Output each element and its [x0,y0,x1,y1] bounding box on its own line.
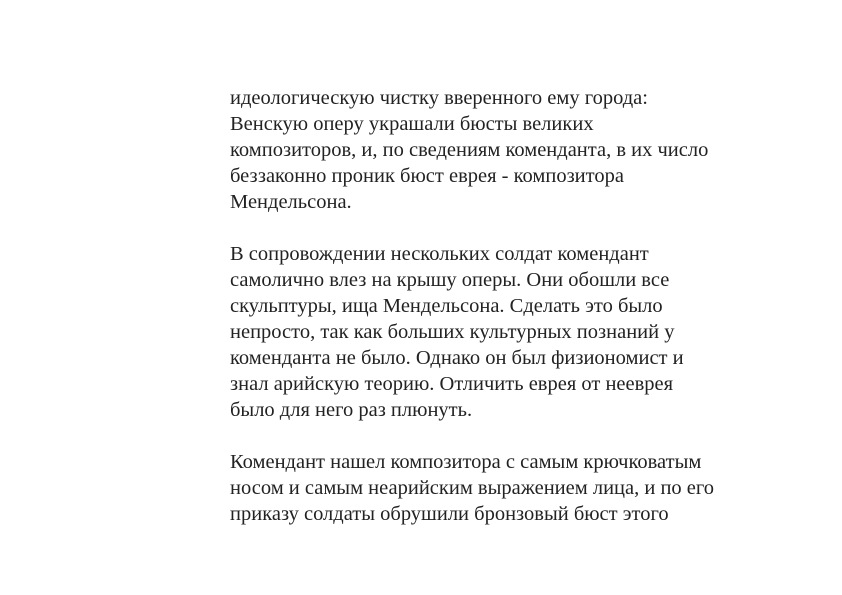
text-body [230,85,790,553]
paragraph-3 [230,449,790,527]
paragraph-2 [230,241,790,423]
text-line: Комендант нашел композитора с самым крючковатым [230,451,702,473]
text-line: самолично влез на крышу оперы. Они обошли все [230,269,670,291]
text-line: В сопровождении нескольких солдат комендант [230,243,649,265]
text-line: было для него раз плюнуть. [230,399,473,421]
text-line: приказу солдаты обрушили бронзовый бюст этого [230,503,669,525]
text-line: носом и самым неарийским выражением лица, и по его [230,477,715,499]
text-line: Мендельсона. [230,191,352,213]
text-line: непросто, так как больших культурных познаний у [230,321,675,343]
text-line: знал арийскую теорию. Отличить еврея от нееврея [230,373,674,395]
paragraph-1 [230,85,790,215]
text-line: идеологическую чистку вверенного ему города: [230,87,648,109]
text-line: беззаконно проник бюст еврея - композитора [230,165,624,187]
text-line: скульптуры, ища Мендельсона. Сделать это было [230,295,663,317]
text-line: Венскую оперу украшали бюсты великих [230,113,594,135]
text-line: композиторов, и, по сведениям коменданта, в их число [230,139,709,161]
text-line: коменданта не было. Однако он был физиономист и [230,347,684,369]
